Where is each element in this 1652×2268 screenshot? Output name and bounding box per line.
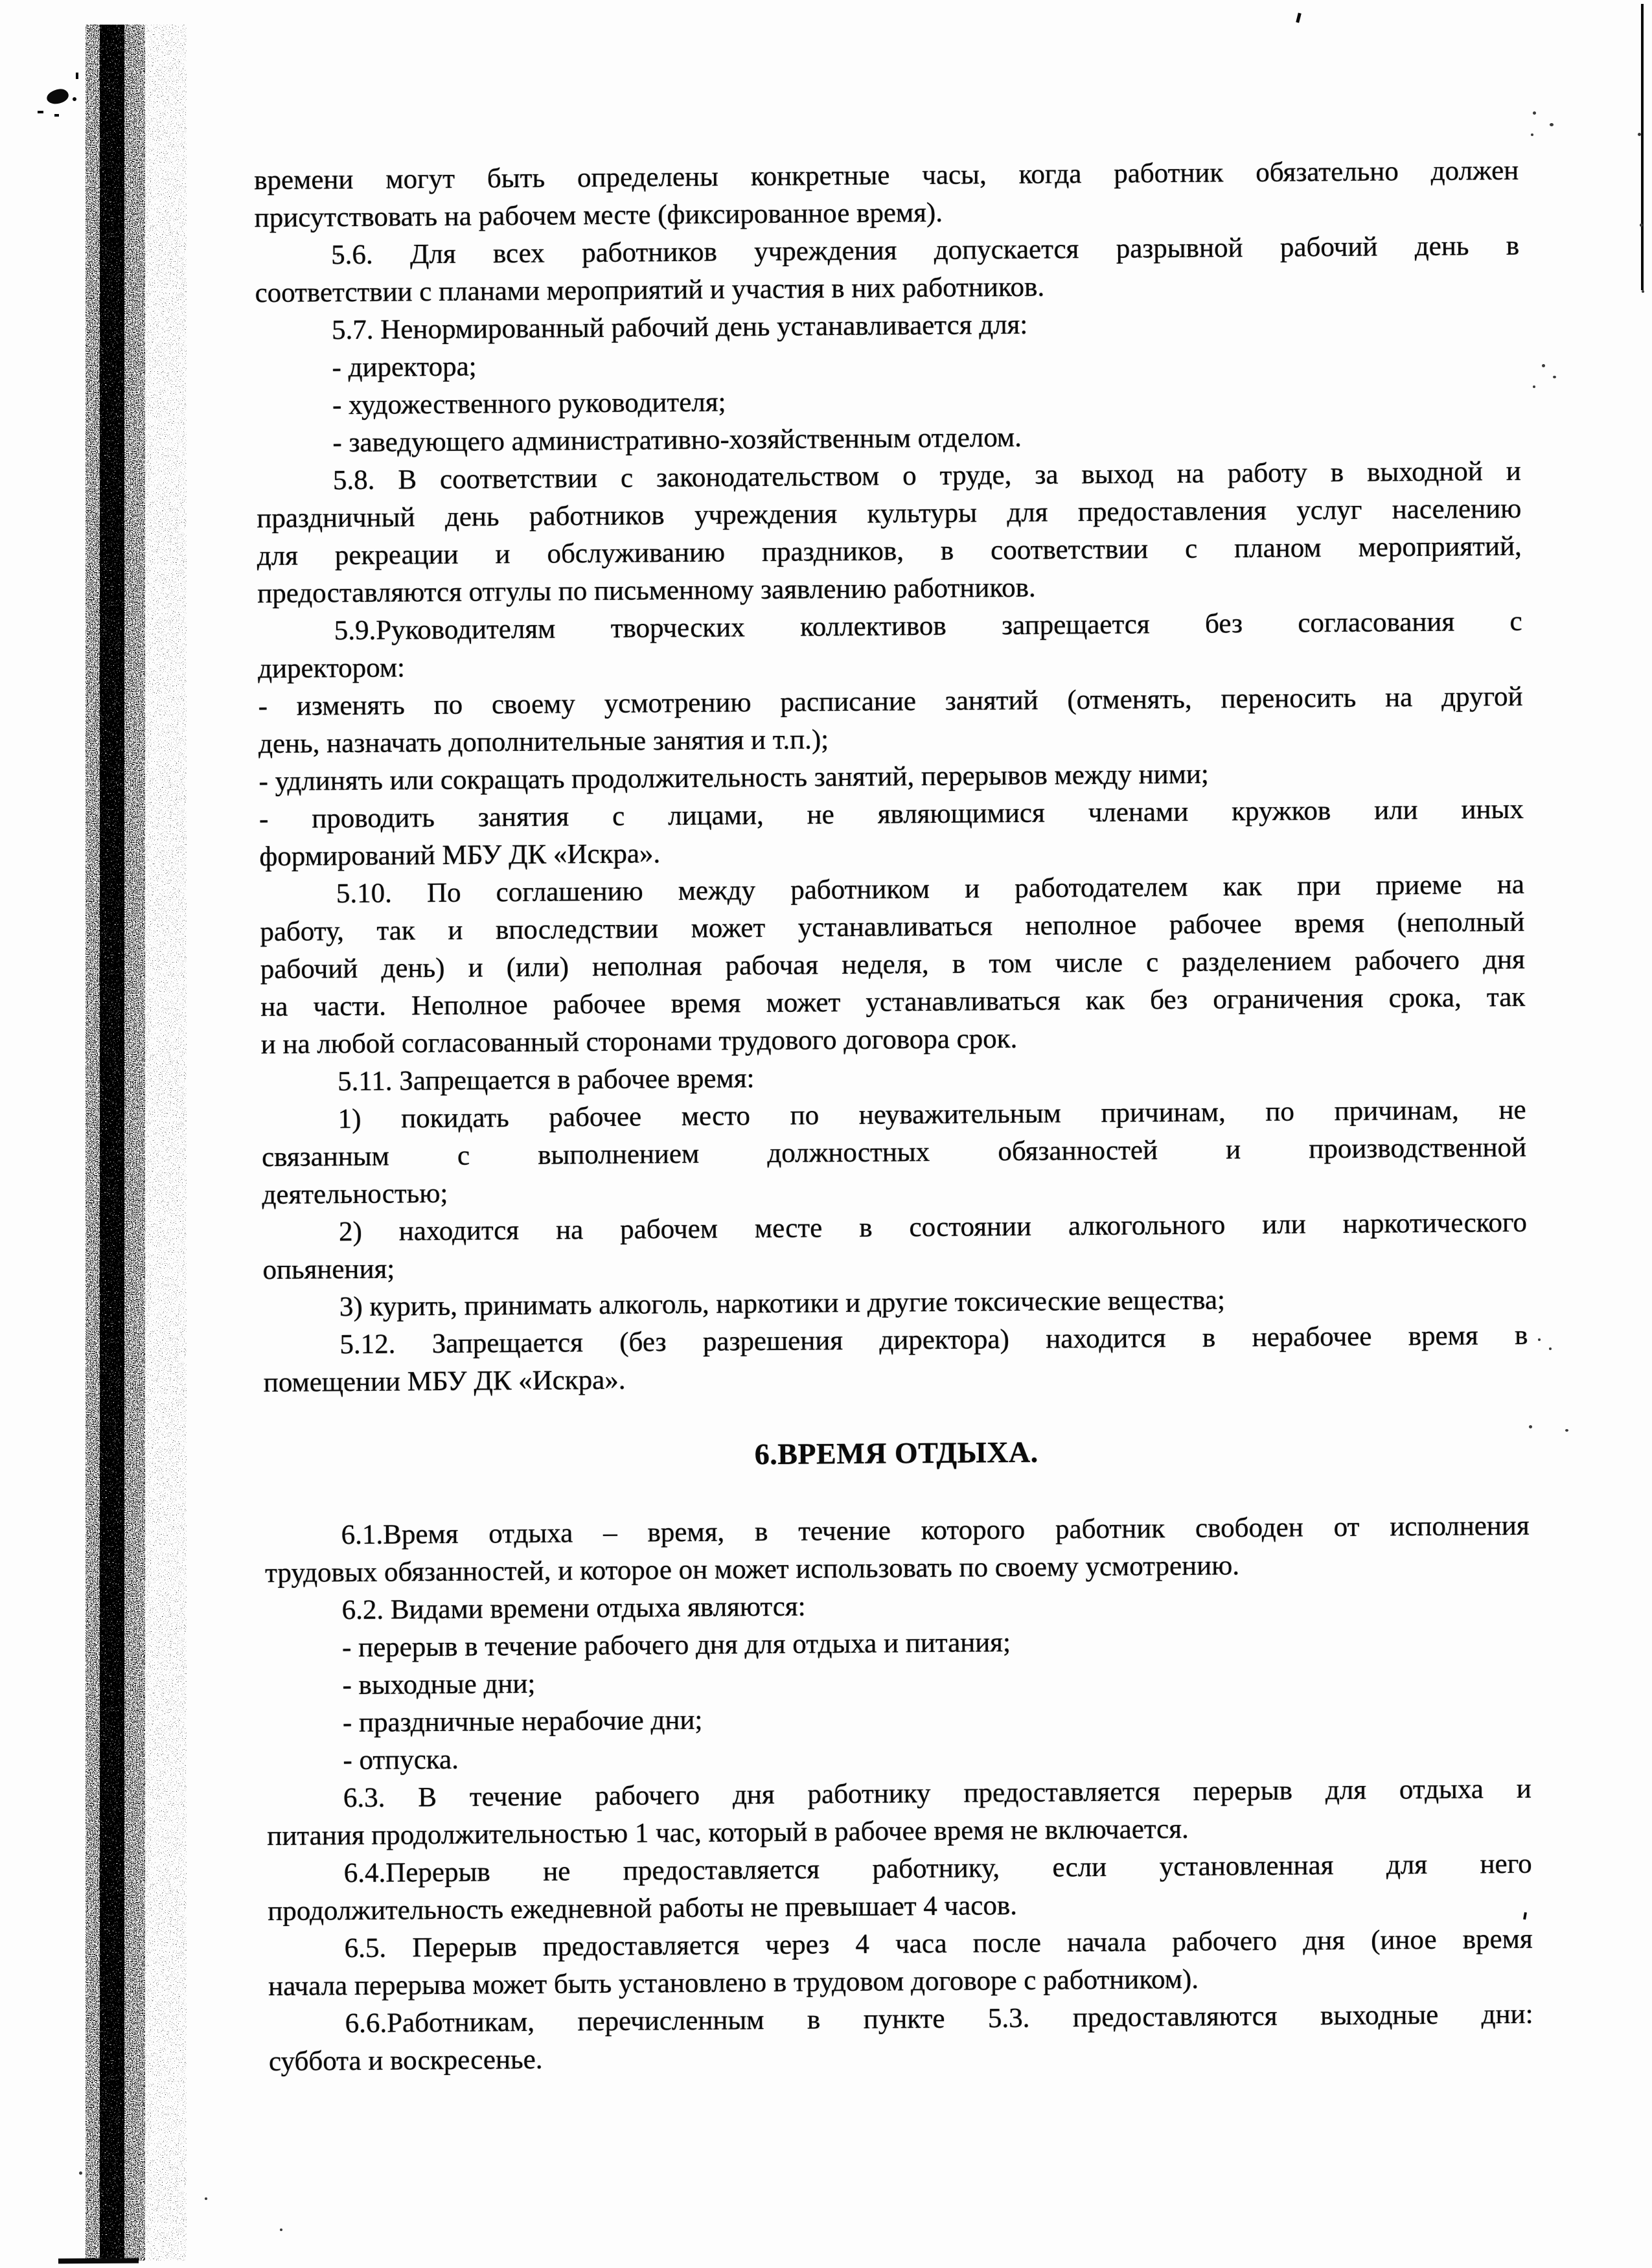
text-line: и на любой согласованный сторонами трудового договора срок. [260, 1023, 1018, 1060]
text-line: питания продолжительностью 1 час, который в рабочее время не включается. [267, 1813, 1189, 1852]
text-line: 5.12. Запрещается (без разрешения директора) находится в нерабочее время в [339, 1320, 1528, 1360]
ink-speck [1529, 1425, 1532, 1428]
text-line: день, назначать дополнительные занятия и т.п.); [258, 724, 829, 760]
text-line: 6.6.Работникам, перечисленным в пункте 5.3. предоставляются выходные дни: [345, 1999, 1533, 2039]
text-line: предоставляются отгулы по письменному заявлению работников. [257, 572, 1036, 610]
text-line: - выходные дни; [342, 1668, 536, 1701]
ink-speck [205, 2197, 207, 2200]
ink-speck [1533, 111, 1536, 115]
document-text [254, 152, 1533, 2081]
paragraph-13 [261, 1092, 1526, 1214]
text-line: 5.11. Запрещается в рабочее время: [337, 1063, 755, 1097]
ink-speck [1538, 1338, 1541, 1341]
text-line: 5.6. Для всех работников учреждения допускается разрывной рабочий день в [330, 230, 1520, 271]
ink-speck [1553, 376, 1556, 378]
text-line: деятельностью; [262, 1178, 448, 1211]
text-line: - проводить занятия с лицами, не являющимися членами кружков или иных [258, 794, 1524, 835]
text-line: 5.9.Руководителям творческих коллективов запрещается без согласования с [334, 606, 1522, 647]
paragraph-14 [262, 1204, 1528, 1289]
paragraph-26 [268, 1921, 1533, 2006]
text-line: 2) находится на рабочем месте в состоянии алкогольного или наркотического [338, 1207, 1528, 1248]
paragraph-18 [264, 1507, 1530, 1592]
text-line: 5.7. Ненормированный рабочий день устанавливается для: [331, 309, 1028, 346]
text-line: работу, так и впоследствии может устанавливаться неполное рабочее время (неполный [260, 906, 1525, 948]
text-line: времени могут быть определены конкретные часы, когда работник обязательно должен [254, 155, 1519, 196]
ink-speck [1296, 13, 1301, 23]
section-heading [264, 1430, 1529, 1477]
text-line: праздничный день работников учреждения культуры для предоставления услуг населению [257, 493, 1522, 534]
text-line: 1) покидать рабочее место по неуважительным причинам, по причинам, не [338, 1094, 1526, 1135]
paragraph-27 [268, 1996, 1533, 2081]
text-line: 6.4.Перерыв не предоставляется работнику, если установленная для него [343, 1848, 1532, 1889]
text-line: рабочий день) и (или) неполная рабочая неделя, в том числе с разделением рабочего дня [260, 944, 1525, 985]
text-line: - отпуска. [343, 1744, 459, 1776]
scanner-band-end [58, 2258, 139, 2264]
text-line: 3) курить, принимать алкоголь, наркотики и другие токсические вещества; [339, 1285, 1226, 1323]
ink-speck [1550, 123, 1554, 126]
text-line: - перерыв в течение рабочего дня для отдыха и питания; [341, 1627, 1011, 1664]
text-line: суббота и воскресенье. [268, 2044, 543, 2078]
text-line: - праздничные нерабочие дни; [342, 1704, 703, 1739]
paragraph-0 [254, 152, 1519, 237]
paragraph-11 [260, 866, 1526, 1064]
text-line: 6.5. Перерыв предоставляется через 4 часа после начала рабочего дня (иное время [344, 1923, 1533, 1964]
text-line: директором: [257, 652, 406, 685]
text-line: 6.2. Видами времени отдыха являются: [341, 1591, 806, 1626]
text-line: продолжительность ежедневной работы не превышает 4 часов. [268, 1890, 1018, 1927]
text-line: присутствовать на рабочем месте (фиксированное время). [254, 197, 943, 234]
paragraph-25 [268, 1846, 1533, 1930]
paragraph-7 [257, 603, 1522, 688]
ink-speck [1542, 364, 1545, 367]
text-line: формирований МБУ ДК «Искра». [259, 838, 661, 873]
text-line: 6.ВРЕМЯ ОТДЫХА. [754, 1435, 1038, 1471]
text-line: - удлинять или сокращать продолжительность занятий, перерывов между ними; [258, 759, 1210, 797]
paragraph-8 [258, 678, 1523, 763]
paragraph-1 [255, 227, 1520, 312]
text-line: 6.1.Время отдыха – время, в течение которого работник свободен от исполнения [341, 1510, 1530, 1551]
text-line: опьянения; [262, 1254, 395, 1286]
ink-speck [280, 2228, 282, 2231]
scanner-edge-noise [57, 0, 206, 2268]
paragraph-10 [259, 791, 1524, 876]
text-line: - директора; [332, 351, 477, 384]
ink-speck [54, 114, 59, 117]
ink-speck [1642, 290, 1644, 293]
ink-speck [1549, 1347, 1552, 1350]
ink-speck [1565, 1429, 1568, 1432]
text-line: трудовых обязанностей, и которое он может использовать по своему усмотрению. [264, 1550, 1240, 1589]
text-line: на части. Неполное рабочее время может устанавливаться как без ограничения срока, так [260, 981, 1526, 1023]
ink-speck [73, 97, 76, 101]
text-line: для рекреации и обслуживанию праздников, в соответствии с планом мероприятий, [257, 531, 1522, 572]
ink-speck [79, 2171, 82, 2175]
text-line: - заведующего административно-хозяйственным отделом. [332, 422, 1022, 459]
ink-speck [38, 111, 43, 113]
text-line: - художественного руководителя; [332, 387, 726, 421]
ink-speck [1533, 385, 1535, 388]
text-line: связанным с выполнением должностных обязанностей и производственной [261, 1132, 1527, 1173]
text-line: 6.3. В течение рабочего дня работнику предоставляется перерыв для отдыха и [343, 1773, 1532, 1814]
text-line: 5.10. По соглашению между работником и работодателем как при приеме на [336, 869, 1525, 910]
text-line: соответствии с планами мероприятий и участия в них работников. [255, 271, 1045, 309]
ink-speck [1640, 223, 1643, 227]
paragraph-24 [267, 1770, 1532, 1855]
ink-speck [76, 73, 78, 79]
paragraph-16 [263, 1317, 1528, 1402]
page-edge-line [1641, 4, 1644, 290]
text-line: начала перерыва может быть установлено в трудовом договоре с работником). [268, 1964, 1199, 2002]
ink-speck [1531, 133, 1533, 136]
text-line: помещении МБУ ДК «Искра». [263, 1364, 626, 1399]
ink-speck [1638, 133, 1641, 136]
paragraph-6 [257, 453, 1522, 613]
text-line: 5.8. В соответствии с законодательством о труде, за выход на работу в выходной и [332, 455, 1522, 496]
text-line: - изменять по своему усмотрению расписание занятий (отменять, переносить на другой [258, 681, 1523, 722]
